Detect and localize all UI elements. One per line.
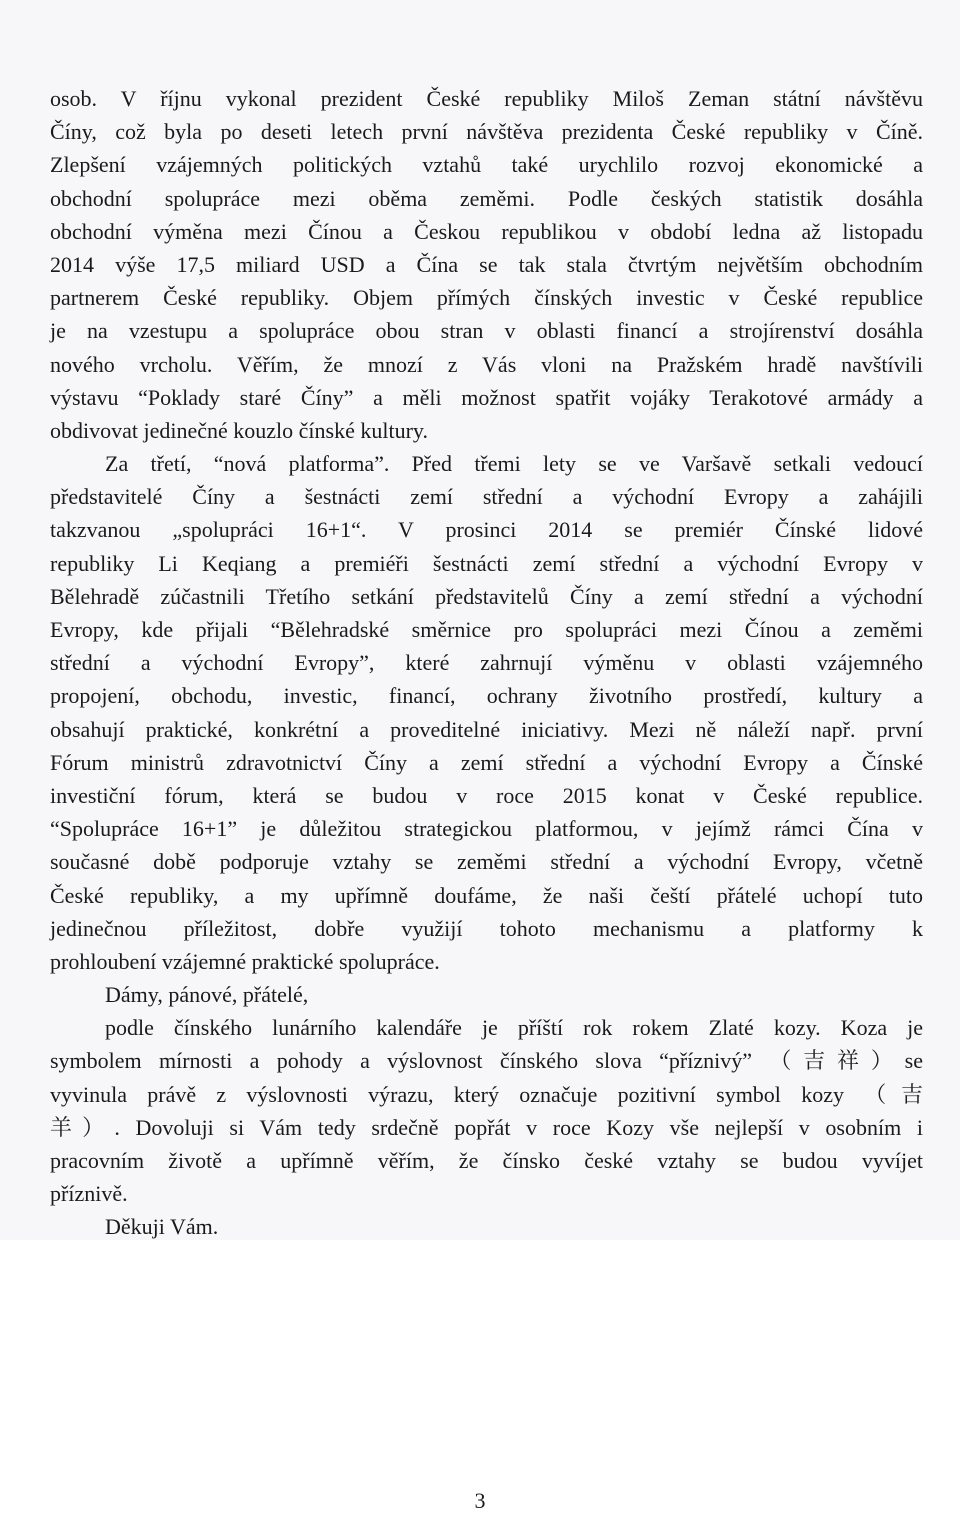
text-line: investiční fórum, která se budou v roce 2015 konat v České republice. bbox=[50, 782, 923, 808]
text-line: Za třetí, “nová platforma”. Před třemi lety se ve Varšavě setkali vedoucí bbox=[105, 451, 923, 477]
text-line: Fórum ministrů zdravotnictví Číny a zemí střední a východní Evropy a Čínské bbox=[50, 749, 923, 775]
text-line: republiky Li Keqiang a premiéři šestnácti zemí střední a východní Evropy v bbox=[50, 550, 923, 576]
text-line: obchodní výměna mezi Čínou a Českou republikou v období ledna až listopadu bbox=[50, 218, 923, 244]
salutation: Dámy, pánové, přátelé, bbox=[105, 982, 309, 1008]
text-line: osob. V říjnu vykonal prezident České republiky Miloš Zeman státní návštěvu bbox=[50, 86, 923, 111]
body-text bbox=[50, 82, 923, 1244]
text-line: současné době podporuje vztahy se zeměmi střední a východní Evropy, včetně bbox=[50, 849, 923, 875]
text-line: propojení, obchodu, investic, financí, ochrany životního prostředí, kultury a bbox=[50, 683, 923, 709]
text-line: představitelé Číny a šestnácti zemí střední a východní Evropy a zahájili bbox=[50, 484, 923, 510]
text-line: 羊）. Dovoluji si Vám tedy srdečně popřát v roce Kozy vše nejlepší v osobním i bbox=[50, 1114, 923, 1140]
text-line: Číny, což byla po deseti letech první návštěva prezidenta České republiky v Číně. bbox=[50, 119, 923, 145]
text-line: nového vrcholu. Věřím, že mnozí z Vás vloni na Pražském hradě navštívili bbox=[50, 351, 923, 377]
text-line: symbolem mírnosti a pohody a výslovnost čínského slova “příznivý” （吉祥）se bbox=[50, 1048, 923, 1074]
text-line: vyvinula právě z výslovnosti výrazu, který označuje pozitivní symbol kozy （吉 bbox=[50, 1081, 923, 1107]
text-line: obchodní spolupráce mezi oběma zeměmi. Podle českých statistik dosáhla bbox=[50, 185, 923, 211]
page-number: 3 bbox=[474, 1488, 486, 1513]
closing: Děkuji Vám. bbox=[105, 1214, 219, 1240]
text-line: střední a východní Evropy”, které zahrnují výměnu v oblasti vzájemného bbox=[50, 650, 923, 676]
text-line: Evropy, kde přijali “Bělehradské směrnice pro spolupráci mezi Čínou a zeměmi bbox=[50, 617, 923, 642]
text-line: České republiky, a my upřímně doufáme, že naši čeští přátelé uchopí tuto bbox=[50, 882, 923, 908]
text-line: je na vzestupu a spolupráce obou stran v oblasti financí a strojírenství dosáhla bbox=[50, 318, 923, 344]
text-line: pracovním životě a upřímně věřím, že čínsko české vztahy se budou vyvíjet bbox=[50, 1148, 923, 1173]
text-line: takzvanou „spolupráci 16+1“. V prosinci 2014 se premiér Čínské lidové bbox=[50, 517, 923, 543]
text-line: obdivovat jedinečné kouzlo čínské kultury. bbox=[50, 417, 428, 443]
text-line: výstavu “Poklady staré Číny” a měli možnost spatřit vojáky Terakotové armády a bbox=[50, 384, 923, 410]
text-line: příznivě. bbox=[50, 1181, 128, 1207]
text-line: Bělehradě zúčastnili Třetího setkání představitelů Číny a zemí střední a východní bbox=[50, 583, 923, 609]
text-line: jedinečnou příležitost, dobře využijí tohoto mechanismu a platformy k bbox=[50, 915, 923, 941]
text-line: partnerem České republiky. Objem přímých čínských investic v České republice bbox=[50, 285, 923, 311]
text-line: prohloubení vzájemné praktické spolupráce. bbox=[50, 948, 440, 974]
text-line: podle čínského lunárního kalendáře je příští rok rokem Zlaté kozy. Koza je bbox=[105, 1015, 923, 1041]
text-line: “Spolupráce 16+1” je důležitou strategickou platformou, v jejímž rámci Čína v bbox=[50, 816, 923, 842]
text-line: 2014 výše 17,5 miliard USD a Čína se tak stala čtvrtým největším obchodním bbox=[50, 251, 923, 277]
text-line: obsahují praktické, konkrétní a proveditelné iniciativy. Mezi ně náleží např. první bbox=[50, 716, 923, 742]
text-line: Zlepšení vzájemných politických vztahů také urychlilo rozvoj ekonomické a bbox=[50, 152, 923, 178]
